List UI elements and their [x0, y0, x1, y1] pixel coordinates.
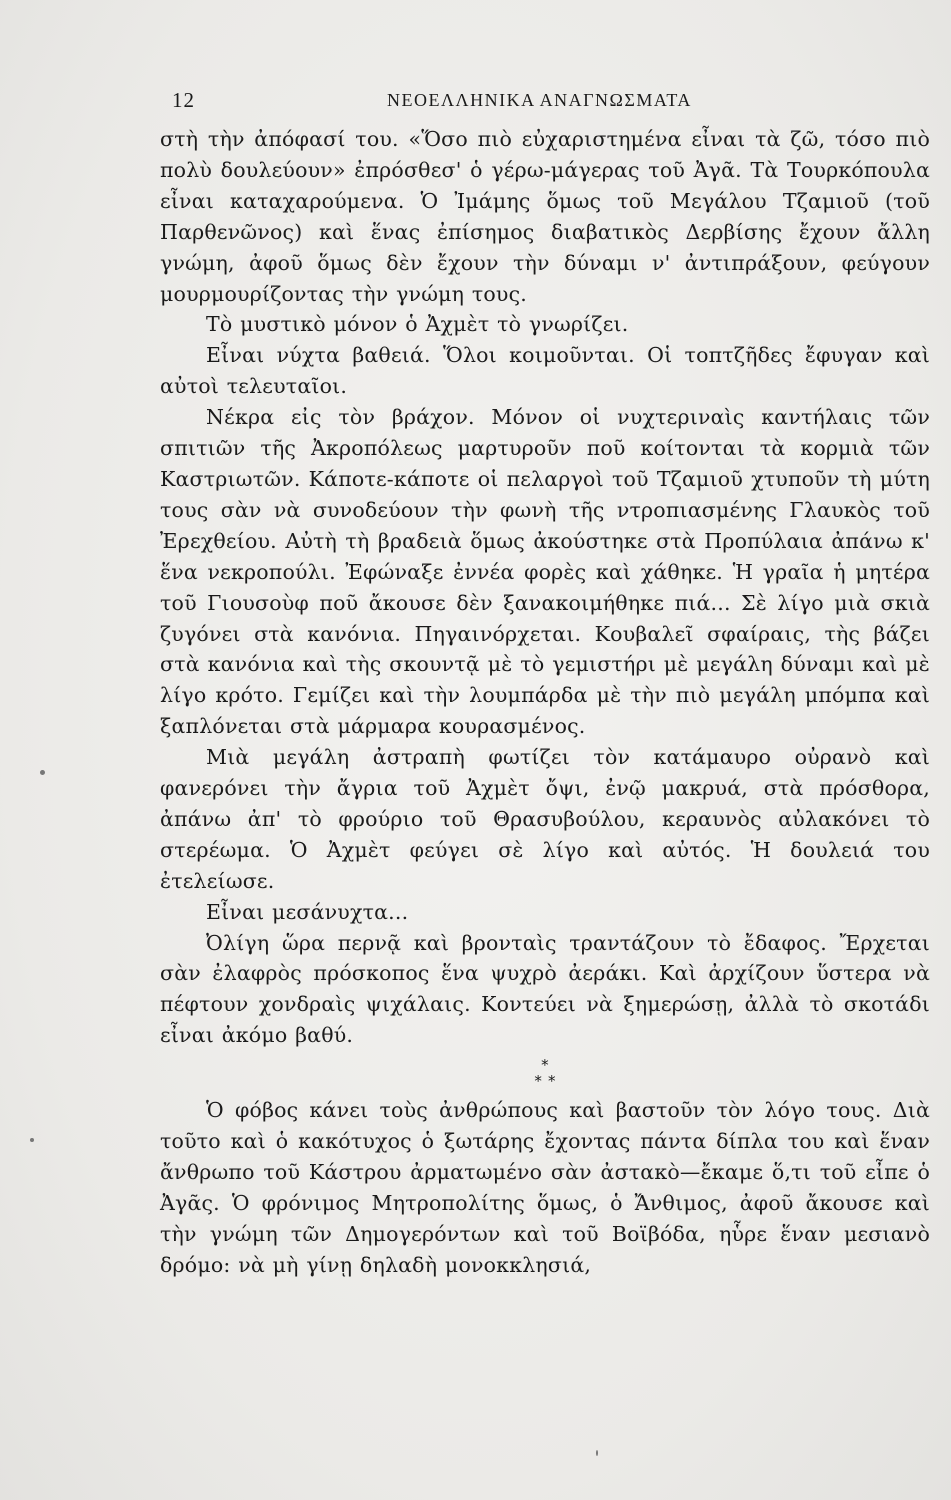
body-text	[160, 124, 930, 1281]
paragraph: Εἶναι μεσάνυχτα...	[206, 899, 409, 924]
paragraph: Εἶναι νύχτα βαθειά. Ὅλοι κοιμοῦνται. Οἱ τοπτζῆδες ἔφυγαν καὶ αὐτοὶ τελευταῖοι.	[160, 343, 930, 399]
paragraph: στὴ τὴν ἀπόφασί του. «Ὅσο πιὸ εὐχαριστημένα εἶναι τὰ ζῶ, τόσο πιὸ πολὺ δουλεύουν» ἐπρόσθεσ' ὁ γέρω-μάγερας τοῦ Ἀγᾶ. Τὰ Τουρκόπουλα εἶναι καταχαρούμενα. Ὁ Ἰμάμης ὅμως τοῦ Μεγάλου Τζαμιοῦ (τοῦ Παρθενῶνος) καὶ ἕνας ἐπίσημος διαβατικὸς Δερβίσης ἔχουν ἄλλη γνώμη, ἀφοῦ ὅμως δὲν ἔχουν τὴν δύναμι ν' ἀντιπράξουν, φεύγουν μουρμουρίζοντας τὴν γνώμη τους.	[160, 127, 930, 306]
paragraph: Τὸ μυστικὸ μόνον ὁ Ἀχμὲτ τὸ γνωρίζει.	[206, 312, 629, 337]
asterism-bottom: * *	[534, 1072, 556, 1091]
page-number: 12	[172, 88, 195, 112]
running-title: ΝΕΟΕΛΛΗΝΙΚΑ ΑΝΑΓΝΩΣΜΑΤΑ	[387, 90, 692, 110]
scan-speck	[40, 770, 45, 775]
paragraph: Ὁ φόβος κάνει τοὺς ἀνθρώπους καὶ βαστοῦν τὸν λόγο τους. Διὰ τοῦτο καὶ ὁ κακότυχος ὁ ξωτάρης ἔχοντας πάντα δίπλα του καὶ ἕναν ἄνθρωπο τοῦ Κάστρου ἀρματωμένο σὰν ἀστακὸ—ἔκαμε ὅ,τι τοῦ εἶπε ὁ Ἀγᾶς. Ὁ φρόνιμος Μητροπολίτης ὅμως, ὁ Ἄνθιμος, ἀφοῦ ἄκουσε καὶ τὴν γνώμη τῶν Δημογερόντων καὶ τοῦ Βοϊβόδα, ηὗρε ἕναν μεσιανὸ δρόμο: νὰ μὴ γίνῃ δηλαδὴ μονοκκλησιά,	[160, 1098, 930, 1277]
paragraph: Μιὰ μεγάλη ἀστραπὴ φωτίζει τὸν κατάμαυρο οὐρανὸ καὶ φανερόνει τὴν ἄγρια τοῦ Ἀχμὲτ ὄψι, ἐνῷ μακρυά, στὰ πρόσθορα, ἀπάνω ἀπ' τὸ φρούριο τοῦ Θρασυβούλου, κεραυνὸς αὐλακόνει τὸ στερέωμα. Ὁ Ἀχμὲτ φεύγει σὲ λίγο καὶ αὐτός. Ἡ δουλειά του ἐτελείωσε.	[160, 745, 930, 893]
paragraph: Νέκρα εἰς τὸν βράχον. Μόνον οἱ νυχτεριναὶς καντήλαις τῶν σπιτιῶν τῆς Ἀκροπόλεως μαρτυροῦν ποῦ κοίτονται τὰ κορμιὰ τῶν Καστριωτῶν. Κάποτε-κάποτε οἱ πελαργοὶ τοῦ Τζαμιοῦ χτυποῦν τὴ μύτη τους σὰν νὰ συνοδεύουν τὴν φωνὴ τῆς ντροπιασμένης Γλαυκὸς τοῦ Ἐρεχθείου. Αὐτὴ τὴ βραδειὰ ὅμως ἀκούστηκε στὰ Προπύλαια ἀπάνω κ' ἕνα νεκροπούλι. Ἐφώναξε ἐννέα φορὲς καὶ χάθηκε. Ἡ γραῖα ἡ μητέρα τοῦ Γιουσοὺφ ποῦ ἄκουσε δὲν ξανακοιμήθηκε πιά... Σὲ λίγο μιὰ σκιὰ ζυγόνει στὰ κανόνια. Πηγαινόρχεται. Κουβαλεῖ σφαίραις, τὴς βάζει στὰ κανόνια καὶ τὴς σκουντᾷ μὲ τὸ γεμιστήρι μὲ μεγάλη δύναμι καὶ μὲ λίγο κρότο. Γεμίζει καὶ τὴν λουμπάρδα μὲ τὴν πιὸ μεγάλη μπόμπα καὶ ξαπλόνεται στὰ μάρμαρα κουρασμένος.	[160, 405, 930, 739]
section-asterism	[160, 1057, 930, 1089]
paragraph: Ὀλίγη ὥρα περνᾷ καὶ βρονταὶς τραντάζουν τὸ ἔδαφος. Ἔρχεται σὰν ἐλαφρὸς πρόσκοπος ἕνα ψυχρὸ ἀεράκι. Καὶ ἀρχίζουν ὕστερα νὰ πέφτουν χονδραὶς ψιχάλαις. Κοντεύει νὰ ξημερώσῃ, ἀλλὰ τὸ σκοτάδι εἶναι ἀκόμο βαθύ.	[160, 930, 930, 1048]
page-header	[172, 88, 912, 118]
asterism-top: *	[541, 1056, 549, 1075]
scan-speck	[596, 1450, 598, 1456]
scan-speck	[30, 1138, 34, 1142]
